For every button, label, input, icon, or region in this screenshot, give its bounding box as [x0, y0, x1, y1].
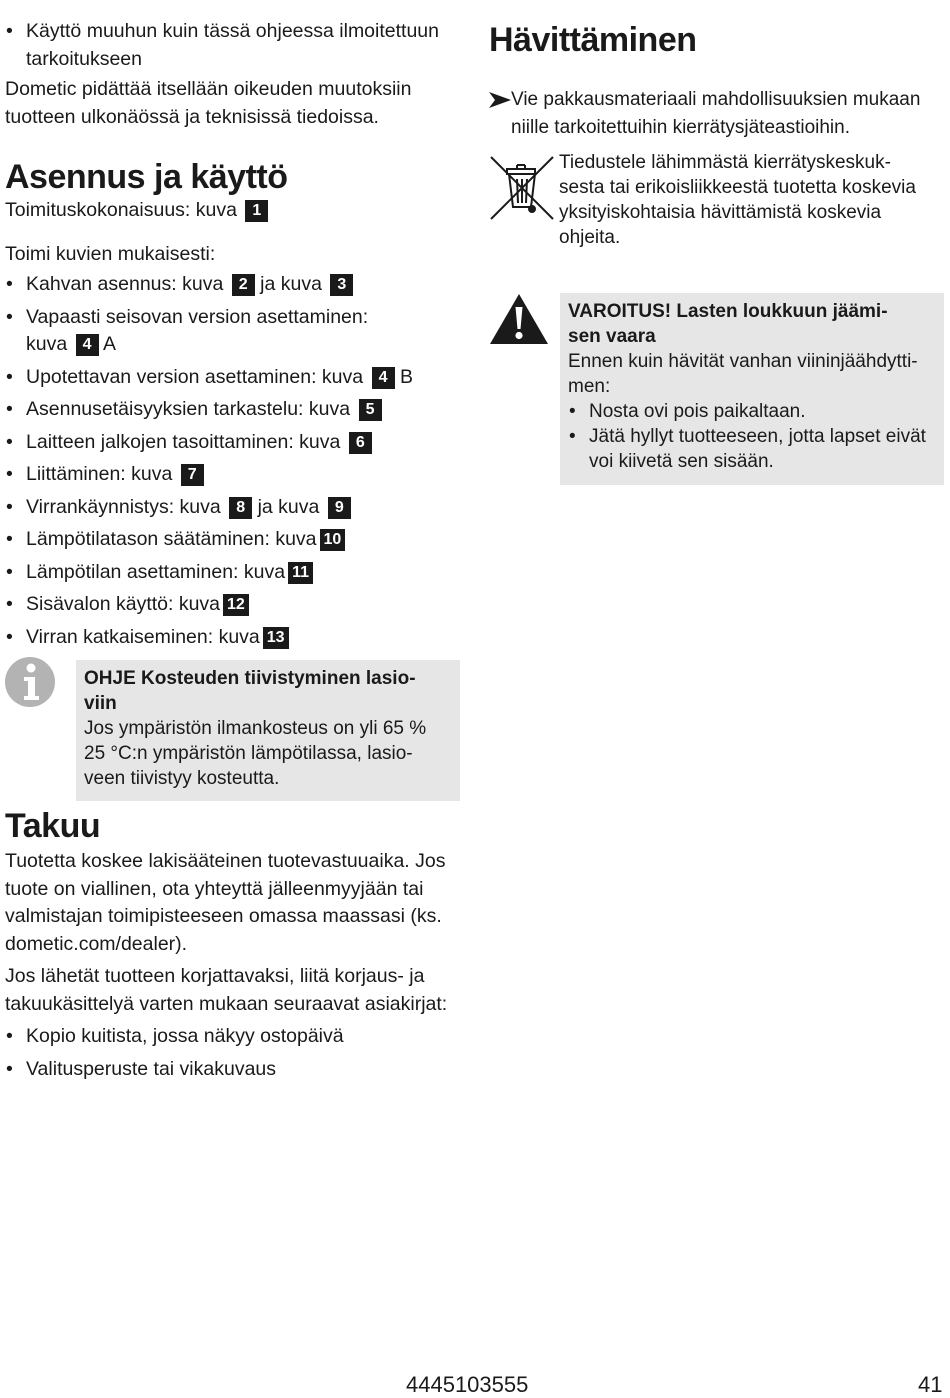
step-text: Kahvan asennus: kuva [26, 273, 224, 295]
note-block [5, 656, 460, 796]
figure-badge: 5 [359, 399, 382, 421]
list-item [5, 591, 460, 619]
step-mid: ja kuva [260, 273, 322, 295]
step-text: Vapaasti seisovan version asettaminen: [26, 305, 369, 328]
figure-badge: 8 [229, 497, 252, 519]
list-item [5, 364, 460, 392]
list-item [5, 461, 460, 489]
step-text: Lämpötilatason säätäminen: kuva [26, 528, 317, 550]
note-title-line: viin [84, 693, 117, 714]
arrow-right-icon [489, 92, 511, 108]
warranty-paragraph: Jos lähetät tuotteen korjattavaksi, liitä korjaus- ja takuukäsittelyä varten mukaan seuraavat asiakirjat: [5, 965, 448, 1015]
note-text-line: 25 °C:n ympäristön lämpötilassa, lasio- [84, 743, 413, 764]
intro-list [5, 18, 460, 73]
figure-badge: 4 [372, 367, 395, 389]
warning-title-line: VAROITUS! Lasten loukkuun jäämi- [568, 301, 888, 322]
step-text: Virrankäynnistys: kuva [26, 495, 221, 518]
right-column [489, 18, 944, 493]
disposal-heading: Hävittäminen [489, 21, 697, 59]
list-item [5, 304, 460, 359]
list-item: • Nosta ovi pois paikaltaan. [568, 399, 936, 424]
figure-badge: 10 [320, 529, 346, 551]
step-text: Upotettavan version asettaminen: kuva [26, 365, 364, 388]
figure-badge: 9 [328, 497, 351, 519]
warning-list [568, 399, 936, 474]
warning-title [568, 299, 936, 349]
weee-line: ohjeita. [559, 227, 621, 248]
step-suffix: B [399, 365, 413, 388]
list-item [5, 18, 460, 73]
warning-title-line: sen vaara [568, 326, 656, 347]
figure-badge: 13 [263, 627, 289, 649]
note-title [84, 666, 452, 716]
step-mid: ja kuva [257, 495, 320, 518]
warning-triangle-icon [489, 293, 549, 345]
step-text: Lämpötilan asettaminen: kuva [26, 560, 286, 583]
warning-block [489, 293, 944, 493]
list-item [5, 624, 460, 652]
figure-badge: 6 [349, 432, 372, 454]
list-item [5, 271, 460, 299]
figure-badge: 4 [76, 334, 99, 356]
step-text: Laitteen jalkojen tasoittaminen: kuva [26, 430, 341, 453]
figure-badge: 3 [330, 274, 353, 296]
list-item [5, 494, 460, 522]
document-number: 4445103555 [406, 1372, 529, 1397]
figure-badge: 7 [181, 464, 204, 486]
step-text: Asennusetäisyyksien tarkastelu: kuva [26, 398, 351, 420]
figure-badge: 2 [232, 274, 255, 296]
note-box [76, 660, 460, 801]
weee-line: Tiedustele lähimmästä kierrätyskeskuk- [559, 152, 891, 173]
arrow-text: Vie pakkausmateriaali mahdollisuuksien mukaan niille tarkoitettuihin kierrätysjäteastioihin. [511, 89, 921, 138]
scope-text: Toimituskokonaisuus: kuva [5, 199, 237, 221]
note-text-line: veen tiivistyy kosteutta. [84, 768, 280, 789]
note-text-line: Jos ympäristön ilmankosteus on yli 65 % [84, 718, 427, 739]
warning-text-line: men: [568, 376, 611, 397]
step-line2: kuva [26, 333, 68, 355]
warranty-list [5, 1023, 460, 1083]
warning-box [560, 293, 944, 485]
warning-text [568, 349, 936, 399]
follow-text: Toimi kuvien mukaisesti: [5, 242, 216, 265]
list-item [5, 429, 460, 457]
list-item [5, 396, 460, 424]
note-title-line: OHJE Kosteuden tiivistyminen lasio- [84, 668, 416, 689]
list-item [5, 559, 460, 587]
figure-badge: 1 [245, 200, 268, 222]
warning-text-line: Ennen kuin hävität vanhan viininjäähdytti- [568, 351, 918, 372]
list-item [5, 526, 460, 554]
intro-bullet-text: Käyttö muuhun kuin tässä ohjeessa ilmoitettuun tarkoitukseen [26, 20, 439, 70]
step-suffix: A [102, 333, 116, 355]
crossed-bin-icon [489, 155, 555, 221]
figure-badge: 11 [288, 562, 313, 584]
install-steps-list [5, 271, 460, 651]
intro-paragraph: Dometic pidättää itsellään oikeuden muutoksiin tuotteen ulkonäössä ja teknisissä tiedoissa. [5, 78, 412, 128]
info-icon [4, 656, 56, 708]
page-number: 41 [918, 1372, 943, 1397]
list-item: • Jätä hyllyt tuotteeseen, jotta lapset eivät voi kiivetä sen sisään. [568, 424, 936, 474]
list-item: • Valitusperuste tai vikakuvaus [5, 1056, 460, 1084]
scope-line [5, 197, 460, 225]
disposal-instruction [489, 86, 944, 141]
list-item: • Kopio kuitista, jossa näkyy ostopäivä [5, 1023, 460, 1051]
figure-badge: 12 [223, 594, 249, 616]
note-text [84, 716, 452, 791]
step-text: Liittäminen: kuva [26, 463, 173, 485]
warranty-paragraph: Tuotetta koskee lakisääteinen tuotevastuuaika. Jos tuote on viallinen, ota yhteyttä jälleenmyyjään tai valmistajan toimipisteeseen omassa maassasi (ks. dometic.com/dealer). [5, 850, 446, 955]
left-column [5, 18, 460, 1088]
install-heading: Asennus ja käyttö [5, 158, 288, 196]
warranty-heading: Takuu [5, 807, 101, 845]
step-text: Virran katkaiseminen: kuva [26, 625, 260, 648]
weee-text [559, 150, 944, 250]
step-text: Sisävalon käyttö: kuva [26, 593, 221, 615]
weee-block [489, 153, 944, 253]
weee-line: sesta tai erikoisliikkeestä tuotetta koskevia [559, 177, 916, 198]
weee-line: yksityiskohtaisia hävittämistä koskevia [559, 202, 882, 223]
